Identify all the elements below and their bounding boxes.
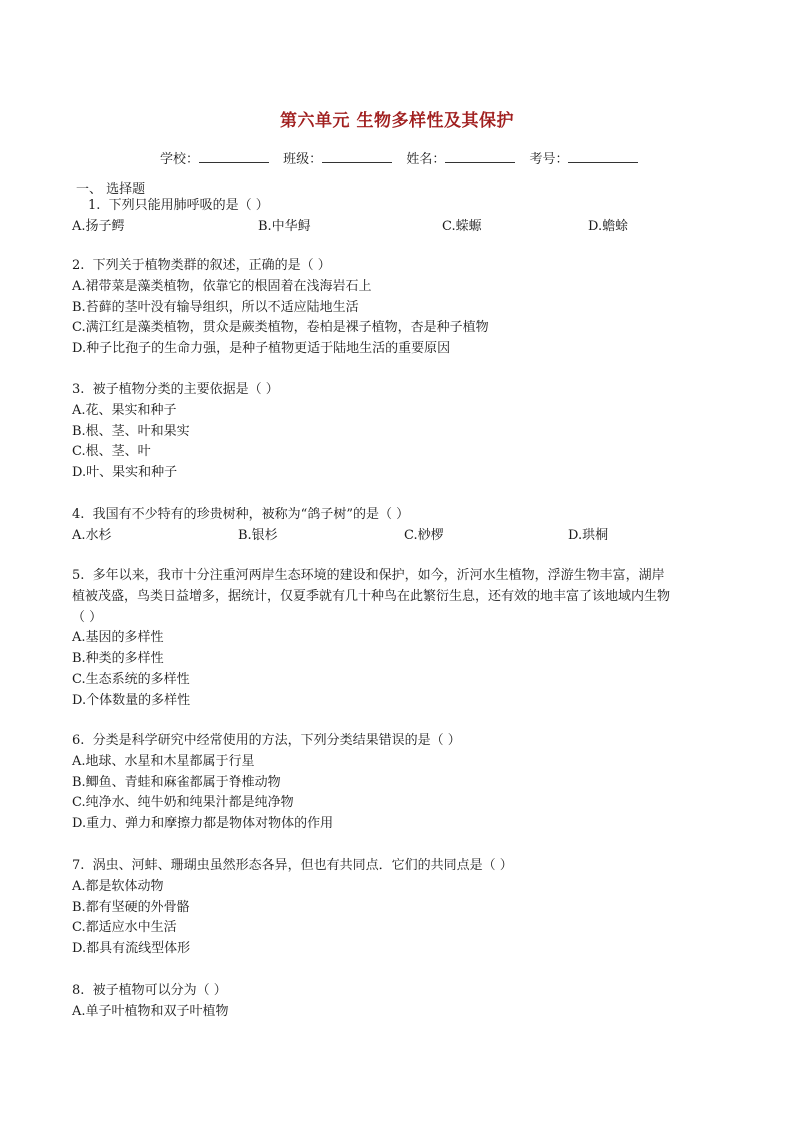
question-stem: 2. 下列关于植物类群的叙述，正确的是（ ） xyxy=(72,258,331,273)
option-c: C.都适应水中生活 xyxy=(72,920,177,936)
options-row xyxy=(72,526,722,547)
option-d: D.蟾蜍 xyxy=(588,218,629,234)
question-2 xyxy=(72,256,722,360)
option-a: A.都是软体动物 xyxy=(72,878,164,894)
option-a: A.单子叶植物和双子叶植物 xyxy=(72,1003,229,1019)
class-label: 班级： xyxy=(283,152,323,167)
option-b: B.苔藓的茎叶没有输导组织，所以不适应陆地生活 xyxy=(72,299,359,315)
question-stem-line-2: 植被茂盛，鸟类日益增多，据统计，仅夏季就有几十种鸟在此繁衍生息，还有效的地丰富了该地域内生物 xyxy=(72,588,671,604)
question-stem-line-3: （ ） xyxy=(72,609,103,625)
option-d: D.个体数量的多样性 xyxy=(72,692,191,708)
option-b: B.都有坚硬的外骨骼 xyxy=(72,899,190,915)
option-c: C.根、茎、叶 xyxy=(72,444,151,460)
question-stem: 6. 分类是科学研究中经常使用的方法，下列分类结果错误的是（ ） xyxy=(72,733,461,748)
class-blank[interactable] xyxy=(322,150,392,163)
exam-no-blank[interactable] xyxy=(568,150,638,163)
option-b: B.中华鲟 xyxy=(258,218,311,234)
school-label: 学校： xyxy=(160,152,200,167)
name-label: 姓名： xyxy=(406,152,446,167)
question-3 xyxy=(72,380,722,484)
option-d: D.种子比孢子的生命力强，是种子植物更适于陆地生活的重要原因 xyxy=(72,341,451,357)
option-c: C.蝾螈 xyxy=(442,218,482,234)
school-blank[interactable] xyxy=(199,150,269,163)
student-info-line xyxy=(160,148,648,167)
option-d: D.珙桐 xyxy=(568,527,609,543)
option-d: D.都具有流线型体形 xyxy=(72,941,191,957)
option-a: A.水杉 xyxy=(72,527,112,543)
option-a: A.花、果实和种子 xyxy=(72,402,177,418)
option-c: C.满江红是藻类植物，贯众是蕨类植物，卷柏是裸子植物，杏是种子植物 xyxy=(72,320,489,336)
option-c: C.生态系统的多样性 xyxy=(72,671,190,687)
exam-no-label: 考号： xyxy=(529,152,569,167)
option-d: D.重力、弹力和摩擦力都是物体对物体的作用 xyxy=(72,816,334,832)
question-stem: 4. 我国有不少特有的珍贵树种，被称为“鸽子树”的是（ ） xyxy=(72,507,410,522)
question-stem-line-1: 5. 多年以来，我市十分注重河两岸生态环境的建设和保护，如今，沂河水生植物，浮游生物丰富，湖岸 xyxy=(72,568,665,583)
options-row xyxy=(72,217,722,238)
name-blank[interactable] xyxy=(445,150,515,163)
page-title: 第六单元 生物多样性及其保护 xyxy=(280,111,514,131)
question-stem: 3. 被子植物分类的主要依据是（ ） xyxy=(72,382,279,397)
question-6 xyxy=(72,731,722,835)
option-a: A.地球、水星和木星都属于行星 xyxy=(72,753,255,769)
question-stem: 7. 涡虫、河蚌、珊瑚虫虽然形态各异，但也有共同点．它们的共同点是（ ） xyxy=(72,858,513,873)
question-stem: 8. 被子植物可以分为（ ） xyxy=(72,983,227,998)
option-b: B.种类的多样性 xyxy=(72,651,164,667)
question-8 xyxy=(72,981,722,1023)
option-b: B.根、茎、叶和果实 xyxy=(72,423,190,439)
option-a: A.扬子鳄 xyxy=(72,218,125,234)
section-heading: 一、 选择题 xyxy=(76,182,146,197)
option-b: B.鲫鱼、青蛙和麻雀都属于脊椎动物 xyxy=(72,774,281,790)
question-7 xyxy=(72,856,722,960)
question-stem: 1. 下列只能用肺呼吸的是（ ） xyxy=(88,198,269,213)
option-a: A.裙带菜是藻类植物，依靠它的根固着在浅海岩石上 xyxy=(72,278,372,294)
option-c: C.纯净水、纯牛奶和纯果汁都是纯净物 xyxy=(72,795,294,811)
option-c: C.桫椤 xyxy=(404,527,444,543)
question-5 xyxy=(72,566,722,712)
option-a: A.基因的多样性 xyxy=(72,630,164,646)
option-b: B.银杉 xyxy=(238,527,278,543)
question-4 xyxy=(72,505,722,547)
question-1 xyxy=(72,196,722,238)
option-d: D.叶、果实和种子 xyxy=(72,465,178,481)
